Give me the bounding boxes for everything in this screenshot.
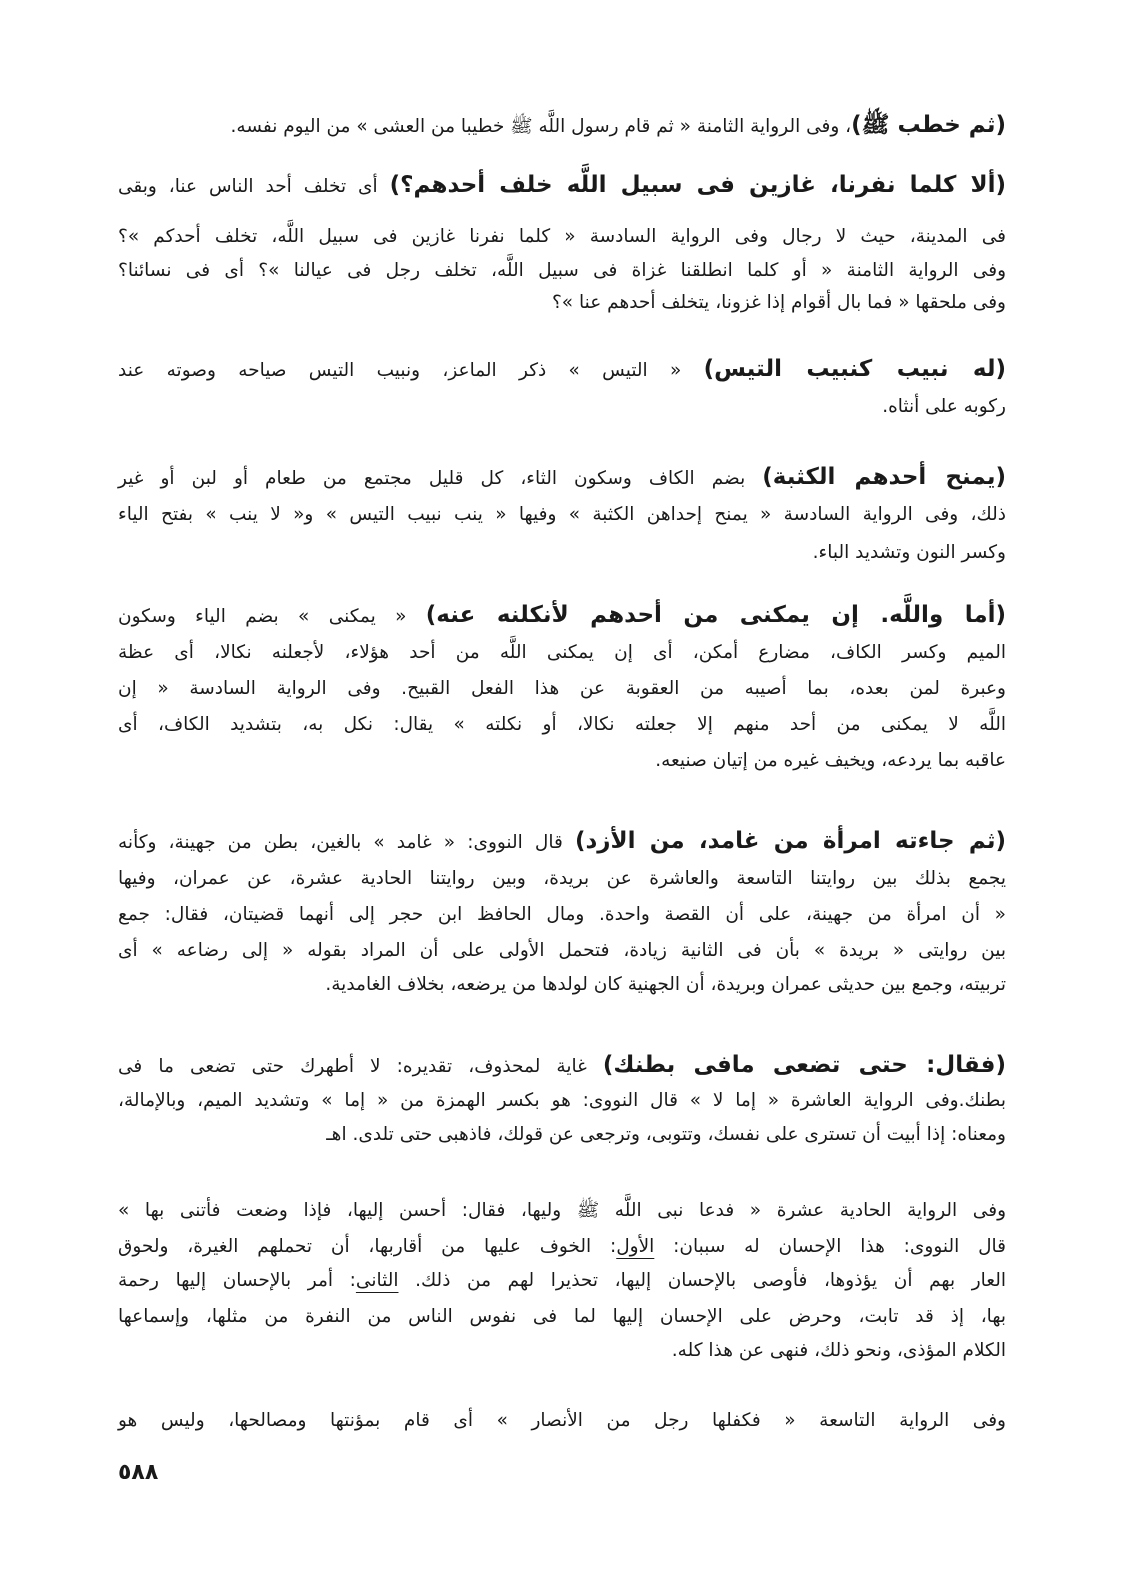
- text-line: [118, 638, 1006, 668]
- text-line: [118, 462, 1006, 494]
- heading-phrase: (أما واللَّه. إن يمكنى من أحدهم لأنكلنه عنه): [425, 602, 1006, 628]
- text-line: [118, 288, 1006, 318]
- heading-phrase: (ألا كلما نفرنا، غازين فى سبيل اللَّه خلف أحدهم؟): [389, 172, 1006, 198]
- text-line: [118, 500, 1006, 530]
- body-text: تربيته، وجمع بين حديثى عمران وبريدة، أن الجهنية كان لولدها من يرضعه، بخلاف الغامدية.: [325, 974, 1006, 995]
- text-line: [118, 746, 1006, 776]
- text-line: [118, 826, 1006, 858]
- text-line: [118, 674, 1006, 704]
- text-line: [118, 900, 1006, 930]
- body-text: وعبرة لمن بعده، بما أصيبه من العقوبة عن هذا الفعل القبيح. وفى الرواية السادسة « إن: [118, 678, 1006, 699]
- body-text: ركوبه على أنثاه.: [882, 396, 1006, 417]
- text-line: [118, 222, 1006, 252]
- text-line: [118, 864, 1006, 894]
- body-text: : أمر بالإحسان إليها رحمة: [118, 1270, 356, 1291]
- text-line: [118, 970, 1006, 1000]
- heading-phrase: (له نبيب كنبيب التيس): [703, 356, 1007, 382]
- body-text: وفى الرواية الحادية عشرة « فدعا نبى اللَّه ﷺ وليها، فقال: أحسن إليها، فإذا وضعت فأتنى بها »: [118, 1200, 1006, 1221]
- underlined-term: الأول: [616, 1236, 655, 1257]
- heading-phrase: (ثم خطب ﷺ): [851, 112, 1006, 138]
- text-line: [118, 538, 1006, 568]
- text-line: [118, 600, 1006, 632]
- body-text: قال النووى: « غامد » بالغين، بطن من جهينة، وكأنه: [118, 832, 575, 853]
- text-line: [118, 354, 1006, 386]
- body-text: اللَّه لا يمكنى من أحد منهم إلا جعلته نكالا، أو نكلته » يقال: نكل به، بتشديد الكاف، أى: [118, 714, 1006, 735]
- body-text: ذلك، وفى الرواية السادسة « يمنح إحداهن الكثبة » وفيها « ينب نبيب التيس » و« لا ينب » بفتح الياء: [118, 504, 1006, 525]
- text-line: [118, 1120, 1006, 1150]
- body-text: الكلام المؤذى، ونحو ذلك، فنهى عن هذا كله.: [671, 1340, 1006, 1361]
- body-text: وكسر النون وتشديد الباء.: [812, 542, 1006, 563]
- body-text: بطنك.وفى الرواية العاشرة « إما لا » قال النووى: هو بكسر الهمزة من « إما » وتشديد الميم، وبالإمالة،: [118, 1090, 1006, 1111]
- text-line: [118, 936, 1006, 966]
- heading-phrase: (فقال: حتى تضعى مافى بطنك): [602, 1052, 1006, 1078]
- text-line: [118, 170, 1006, 202]
- body-text: قال النووى: هذا الإحسان له سببان:: [654, 1236, 1006, 1257]
- text-line: [118, 256, 1006, 286]
- heading-phrase: (يمنح أحدهم الكثبة): [762, 464, 1006, 490]
- body-text: غاية لمحذوف، تقديره: لا أطهرك حتى تضعى ما فى: [118, 1056, 603, 1077]
- body-text: : الخوف عليها من أقاربها، أن تحملهم الغيرة، ولحوق: [118, 1236, 617, 1257]
- body-text: فى المدينة، حيث لا رجال وفى الرواية السادسة « كلما نفرنا غازين فى سبيل اللَّه، تخلف أحدكم »؟: [118, 226, 1006, 247]
- heading-phrase: (ثم جاءته امرأة من غامد، من الأزد): [574, 828, 1006, 854]
- body-text: أى تخلف أحد الناس عنا، وبقى: [118, 176, 390, 197]
- page-number: ٥٨٨: [118, 1460, 159, 1485]
- body-text: الميم وكسر الكاف، مضارع أمكن، أى إن يمكنى اللَّه من أحد هؤلاء، لأجعلنه نكالا، أى عظة: [118, 642, 1006, 663]
- body-text: « التيس » ذكر الماعز، ونبيب التيس صياحه وصوته عند: [118, 360, 704, 381]
- body-text: وفى الرواية التاسعة « فكفلها رجل من الأنصار » أى قام بمؤنتها ومصالحها، وليس هو: [118, 1410, 1006, 1431]
- text-line: [118, 710, 1006, 740]
- text-line: [118, 392, 1006, 422]
- body-text: ، وفى الرواية الثامنة « ثم قام رسول اللَّه ﷺ خطيبا من العشى » من اليوم نفسه.: [230, 116, 852, 137]
- body-text: بضم الكاف وسكون الثاء، كل قليل مجتمع من طعام أو لبن أو غير: [118, 468, 763, 489]
- text-line: [118, 1336, 1006, 1366]
- body-text: بها، إذ قد تابت، وحرض على الإحسان إليها لما فى نفوس الناس من النفرة من مثلها، وإسماعها: [118, 1306, 1006, 1327]
- text-line: [118, 1050, 1006, 1082]
- body-text: يجمع بذلك بين روايتنا التاسعة والعاشرة عن بريدة، وبين روايتنا الحادية عشرة، عن عمران، وفيها: [118, 868, 1006, 889]
- body-text: « أن امرأة من جهينة، على أن القصة واحدة. ومال الحافظ ابن حجر إلى أنهما قضيتان، فقال: جمع: [118, 904, 1006, 925]
- text-line: [118, 1406, 1006, 1436]
- body-text: العار بهم أن يؤذوها، فأوصى بالإحسان إليها، تحذيرا لهم من ذلك.: [398, 1270, 1006, 1291]
- body-text: ومعناه: إذا أبيت أن تسترى على نفسك، وتتوبى، وترجعى عن قولك، فاذهبى حتى تلدى. اهـ: [326, 1124, 1006, 1145]
- text-line: [118, 1266, 1006, 1296]
- body-text: بين روايتى « بريدة » بأن فى الثانية زيادة، فتحمل الأولى على أن المراد بقوله « إلى رضاعه » أى: [118, 940, 1006, 961]
- body-text: وفى الرواية الثامنة « أو كلما انطلقنا غزاة فى سبيل اللَّه، تخلف رجل فى عيالنا »؟ أى فى نسائنا؟: [118, 260, 1006, 281]
- body-text: « يمكنى » بضم الياء وسكون: [118, 606, 426, 627]
- underlined-term: الثانى: [355, 1270, 399, 1291]
- text-line: [118, 110, 1006, 142]
- text-line: [118, 1196, 1006, 1226]
- body-text: عاقبه بما يردعه، ويخيف غيره من إتيان صنيعه.: [655, 750, 1006, 771]
- body-text: وفى ملحقها « فما بال أقوام إذا غزونا، يتخلف أحدهم عنا »؟: [551, 292, 1006, 313]
- text-line: [118, 1302, 1006, 1332]
- text-line: [118, 1232, 1006, 1262]
- text-line: [118, 1086, 1006, 1116]
